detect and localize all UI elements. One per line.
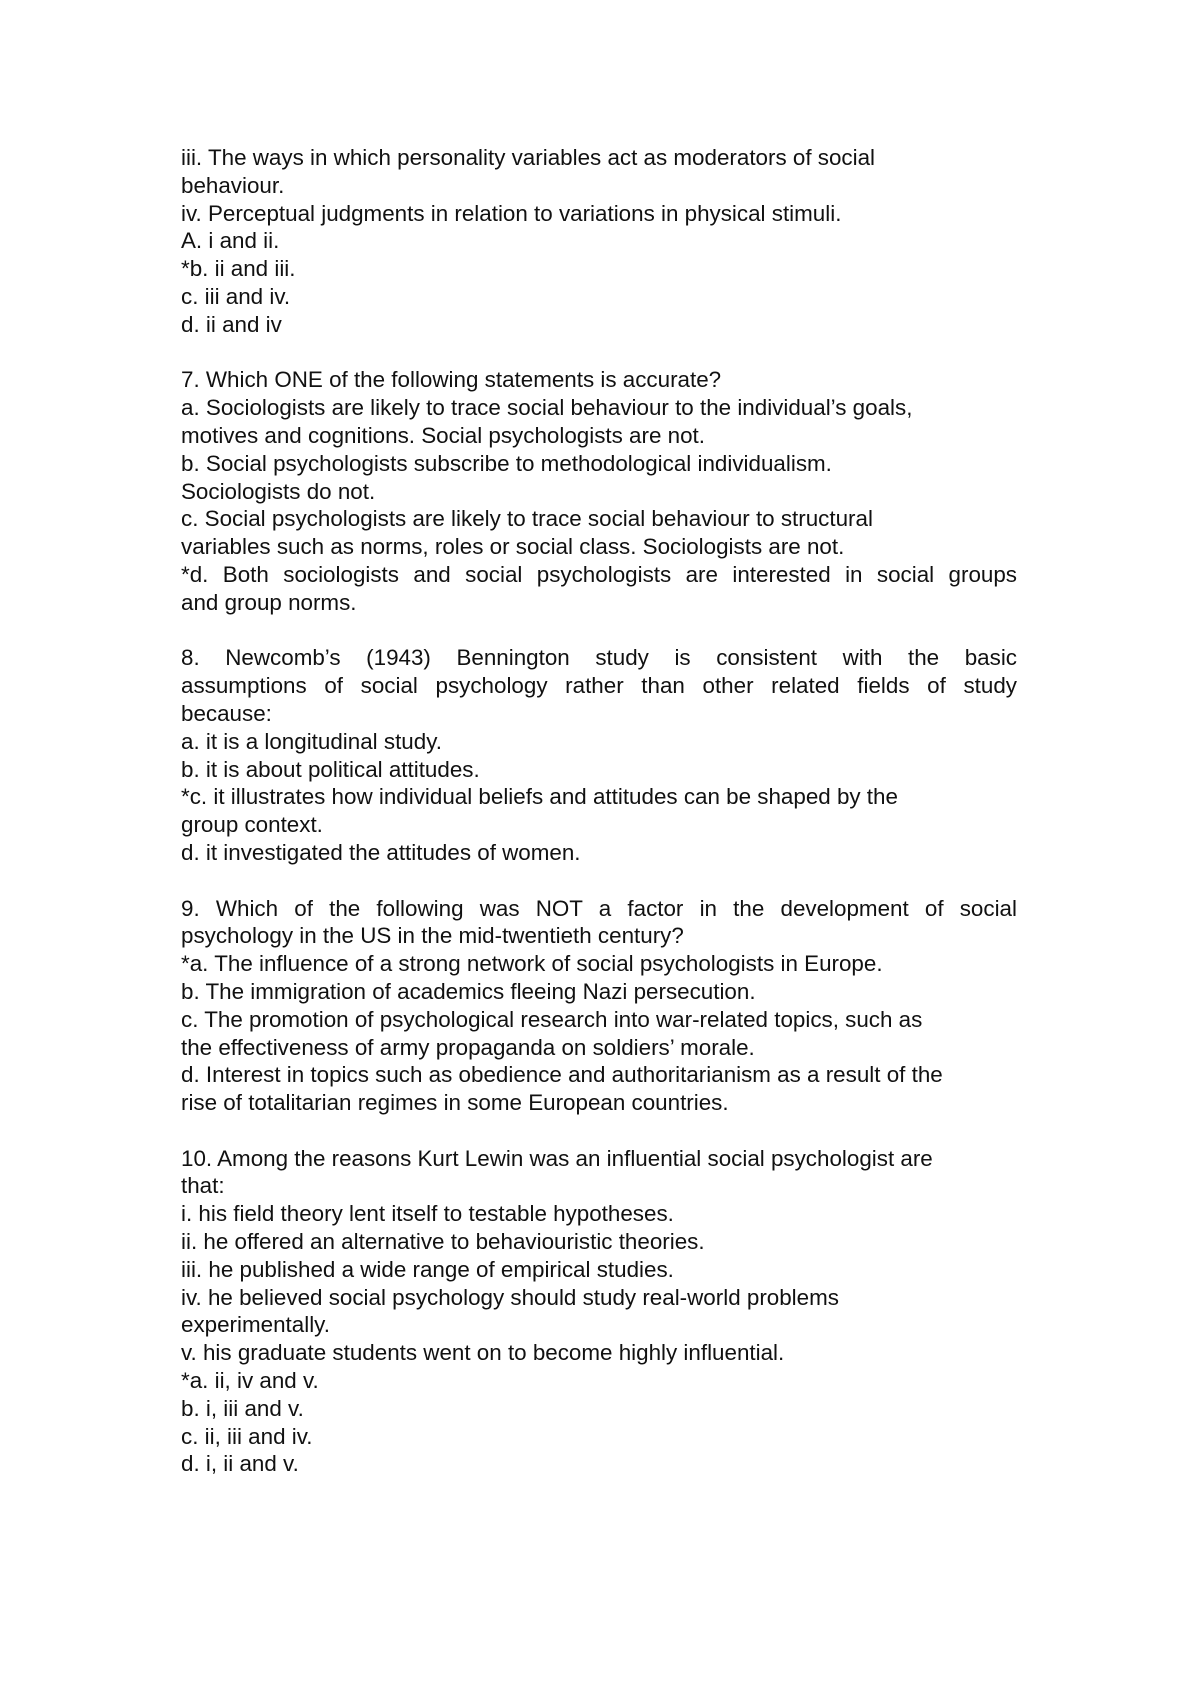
q9-option-c: c. The promotion of psychological research into war-related topics, such as	[181, 1006, 923, 1032]
q6-option-b: *b. ii and iii.	[181, 256, 296, 282]
q10-item-v: v. his graduate students went on to become highly influential.	[181, 1340, 785, 1366]
q8-stem: 8. Newcomb’s (1943) Bennington study is consistent with the basic	[181, 645, 1017, 671]
q10-item-ii: ii. he offered an alternative to behaviouristic theories.	[181, 1229, 705, 1255]
question-7	[181, 366, 1017, 616]
document-page	[181, 144, 1017, 1478]
q7-option-c-cont: variables such as norms, roles or social class. Sociologists are not.	[181, 534, 845, 560]
q7-option-a: a. Sociologists are likely to trace social behaviour to the individual’s goals,	[181, 395, 913, 421]
q6-item-iv: iv. Perceptual judgments in relation to variations in physical stimuli.	[181, 200, 842, 226]
q6-option-a: A. i and ii.	[181, 228, 280, 254]
q10-item-i: i. his field theory lent itself to testable hypotheses.	[181, 1201, 674, 1227]
q9-stem: 9. Which of the following was NOT a factor in the development of social	[181, 895, 1017, 921]
q9-option-b: b. The immigration of academics fleeing Nazi persecution.	[181, 978, 756, 1004]
q7-option-d: *d. Both sociologists and social psychologists are interested in social groups	[181, 561, 1017, 587]
q10-item-iii: iii. he published a wide range of empirical studies.	[181, 1256, 674, 1282]
q6-item-iii-cont: behaviour.	[181, 172, 285, 198]
q6-option-d: d. ii and iv	[181, 311, 282, 337]
question-10	[181, 1145, 1017, 1479]
q7-option-b: b. Social psychologists subscribe to methodological individualism.	[181, 450, 832, 476]
q9-option-a: *a. The influence of a strong network of social psychologists in Europe.	[181, 951, 883, 977]
spacer	[181, 867, 1017, 895]
q6-item-iii: iii. The ways in which personality variables act as moderators of social	[181, 145, 876, 170]
question-8	[181, 644, 1017, 866]
q8-option-c: *c. it illustrates how individual beliefs and attitudes can be shaped by the	[181, 784, 898, 810]
q9-stem-cont: psychology in the US in the mid-twentieth century?	[181, 923, 684, 949]
q10-item-iv-cont: experimentally.	[181, 1312, 330, 1338]
question-6-continuation	[181, 144, 1017, 339]
question-9	[181, 895, 1017, 1117]
q8-stem-cont: assumptions of social psychology rather than other related fields of study	[181, 673, 1017, 699]
q9-option-c-cont: the effectiveness of army propaganda on soldiers’ morale.	[181, 1034, 755, 1060]
q10-stem: 10. Among the reasons Kurt Lewin was an influential social psychologist are	[181, 1145, 933, 1171]
q6-option-c: c. iii and iv.	[181, 283, 291, 309]
spacer	[181, 617, 1017, 645]
q10-option-a: *a. ii, iv and v.	[181, 1368, 319, 1394]
q10-option-c: c. ii, iii and iv.	[181, 1423, 313, 1449]
q10-option-d: d. i, ii and v.	[181, 1451, 299, 1477]
q8-option-a: a. it is a longitudinal study.	[181, 728, 442, 754]
spacer	[181, 1117, 1017, 1145]
spacer	[181, 339, 1017, 367]
q7-option-a-cont: motives and cognitions. Social psychologists are not.	[181, 422, 705, 448]
q9-option-d: d. Interest in topics such as obedience and authoritarianism as a result of the	[181, 1062, 943, 1088]
q10-stem-cont: that:	[181, 1173, 225, 1199]
q8-option-b: b. it is about political attitudes.	[181, 756, 480, 782]
q8-stem-end: because:	[181, 700, 272, 726]
q10-item-iv: iv. he believed social psychology should study real-world problems	[181, 1284, 839, 1310]
q7-option-c: c. Social psychologists are likely to trace social behaviour to structural	[181, 506, 873, 532]
q7-stem: 7. Which ONE of the following statements is accurate?	[181, 367, 722, 393]
q8-option-c-cont: group context.	[181, 812, 323, 838]
q7-option-d-cont: and group norms.	[181, 589, 357, 615]
q8-option-d: d. it investigated the attitudes of women.	[181, 839, 581, 865]
q10-option-b: b. i, iii and v.	[181, 1395, 304, 1421]
q7-option-b-cont: Sociologists do not.	[181, 478, 376, 504]
q9-option-d-cont: rise of totalitarian regimes in some European countries.	[181, 1090, 729, 1116]
